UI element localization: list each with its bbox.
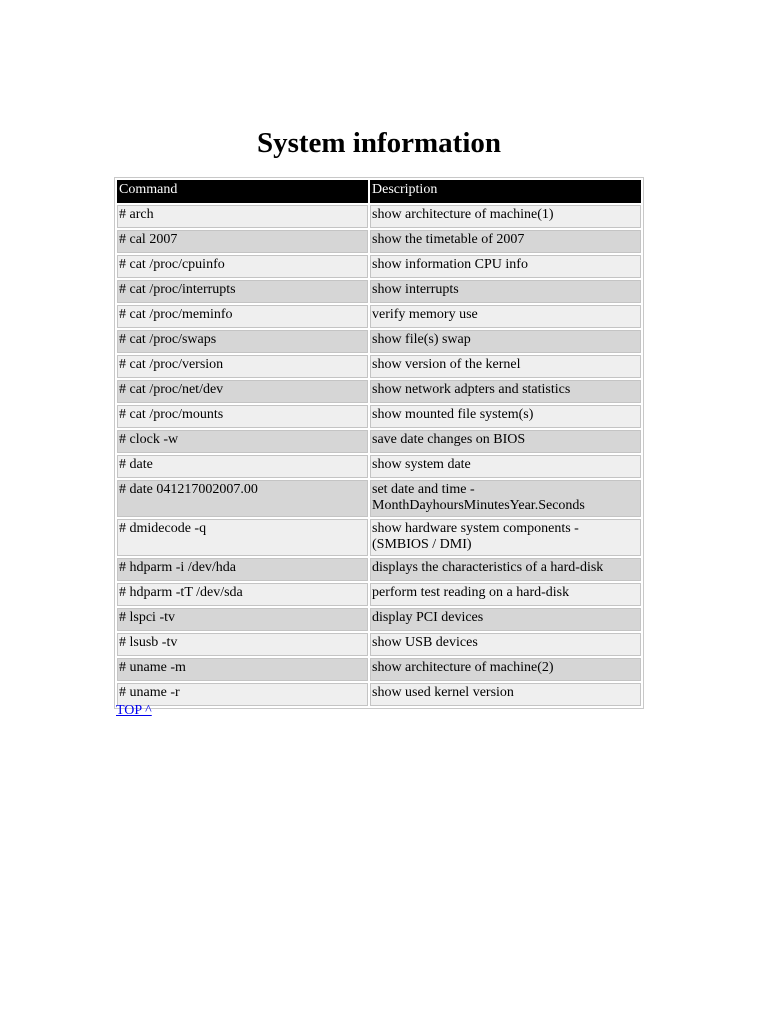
command-cell: # lspci -tv <box>117 608 368 631</box>
table-row <box>117 608 641 631</box>
command-cell: # hdparm -i /dev/hda <box>117 558 368 581</box>
command-cell: # lsusb -tv <box>117 633 368 656</box>
description-cell: show USB devices <box>370 633 641 656</box>
command-cell: # cat /proc/cpuinfo <box>117 255 368 278</box>
table-row <box>117 380 641 403</box>
command-cell: # cal 2007 <box>117 230 368 253</box>
command-cell: # cat /proc/swaps <box>117 330 368 353</box>
table-row <box>117 430 641 453</box>
description-cell: show architecture of machine(2) <box>370 658 641 681</box>
description-cell: show mounted file system(s) <box>370 405 641 428</box>
description-cell: display PCI devices <box>370 608 641 631</box>
table-row <box>117 519 641 556</box>
command-cell: # uname -r <box>117 683 368 706</box>
description-cell: perform test reading on a hard-disk <box>370 583 641 606</box>
description-cell: show used kernel version <box>370 683 641 706</box>
command-cell: # uname -m <box>117 658 368 681</box>
table-header-row <box>117 180 641 203</box>
column-header-command: Command <box>117 180 368 203</box>
description-cell: show network adpters and statistics <box>370 380 641 403</box>
command-cell: # hdparm -tT /dev/sda <box>117 583 368 606</box>
description-cell: show information CPU info <box>370 255 641 278</box>
command-cell: # cat /proc/interrupts <box>117 280 368 303</box>
description-cell: displays the characteristics of a hard-disk <box>370 558 641 581</box>
command-cell: # dmidecode -q <box>117 519 368 556</box>
table-row <box>117 583 641 606</box>
description-cell: show system date <box>370 455 641 478</box>
command-cell: # date 041217002007.00 <box>117 480 368 517</box>
table-row <box>117 280 641 303</box>
description-cell: show file(s) swap <box>370 330 641 353</box>
command-cell: # date <box>117 455 368 478</box>
table-row <box>117 633 641 656</box>
description-cell: save date changes on BIOS <box>370 430 641 453</box>
table-row <box>117 658 641 681</box>
description-cell: show hardware system components - (SMBIOS / DMI) <box>370 519 641 556</box>
description-cell: show version of the kernel <box>370 355 641 378</box>
top-link[interactable]: TOP ^ <box>116 703 152 718</box>
table-row <box>117 455 641 478</box>
description-cell: show interrupts <box>370 280 641 303</box>
table-row <box>117 558 641 581</box>
table-row <box>117 683 641 706</box>
table-row <box>117 205 641 228</box>
description-cell: show architecture of machine(1) <box>370 205 641 228</box>
table-row <box>117 330 641 353</box>
column-header-description: Description <box>370 180 641 203</box>
commands-table <box>114 177 644 709</box>
command-cell: # clock -w <box>117 430 368 453</box>
command-cell: # cat /proc/mounts <box>117 405 368 428</box>
description-cell: show the timetable of 2007 <box>370 230 641 253</box>
page-title: System information <box>256 127 502 159</box>
command-cell: # cat /proc/net/dev <box>117 380 368 403</box>
command-cell: # cat /proc/version <box>117 355 368 378</box>
description-cell: verify memory use <box>370 305 641 328</box>
table-row <box>117 405 641 428</box>
description-cell: set date and time - MonthDayhoursMinutesYear.Seconds <box>370 480 641 517</box>
table-row <box>117 305 641 328</box>
table-row <box>117 355 641 378</box>
command-cell: # cat /proc/meminfo <box>117 305 368 328</box>
table-row <box>117 480 641 517</box>
table-row <box>117 255 641 278</box>
command-cell: # arch <box>117 205 368 228</box>
table-row <box>117 230 641 253</box>
